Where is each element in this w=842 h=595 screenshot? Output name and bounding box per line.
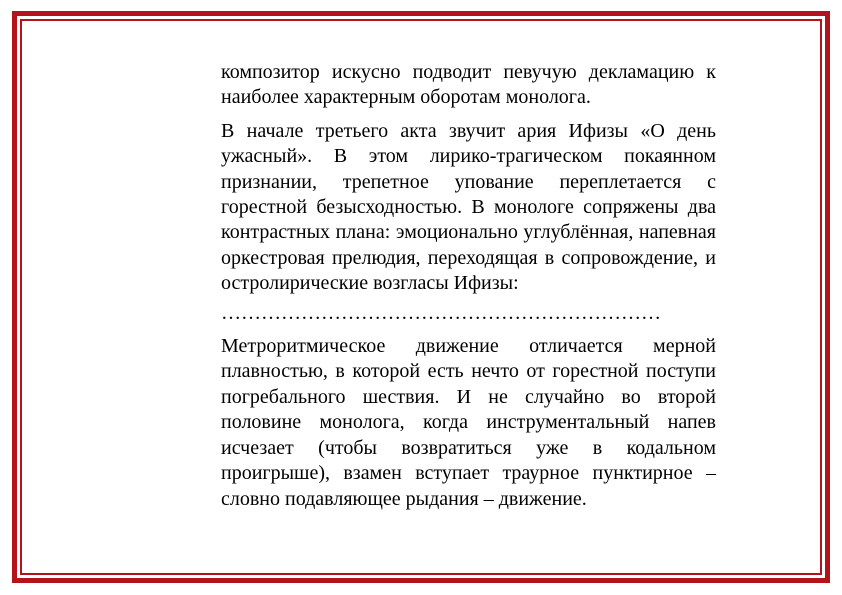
paragraph-intro: композитор искусно подводит певучую декламацию к наиболее характерным оборотам монолога. — [221, 61, 716, 109]
document-body — [221, 60, 716, 512]
ellipsis-line: ………………………………………………………… — [221, 301, 661, 324]
paragraph-rhythm: Метроритмическое движение отличается мерной плавностью, в которой есть нечто от горестной поступи погребального шествия. И не случайно во второй половине монолога, когда инструментальный напев исчезает (чтобы возвратиться уже в кодальном проигрыше), взамен вступает траурное пунктирное – словно подавляющее рыдания – движение. — [221, 335, 716, 510]
paragraph-aria: В начале третьего акта звучит ария Ифизы «О день ужасный». В этом лирико-трагическом покаянном признании, трепетное упование переплетается с горестной безысходностью. В монологе сопряжены два контрастных плана: эмоционально углублённая, напевная оркестровая прелюдия, переходящая в сопровождение, и остролирические возгласы Ифизы: — [221, 119, 716, 295]
